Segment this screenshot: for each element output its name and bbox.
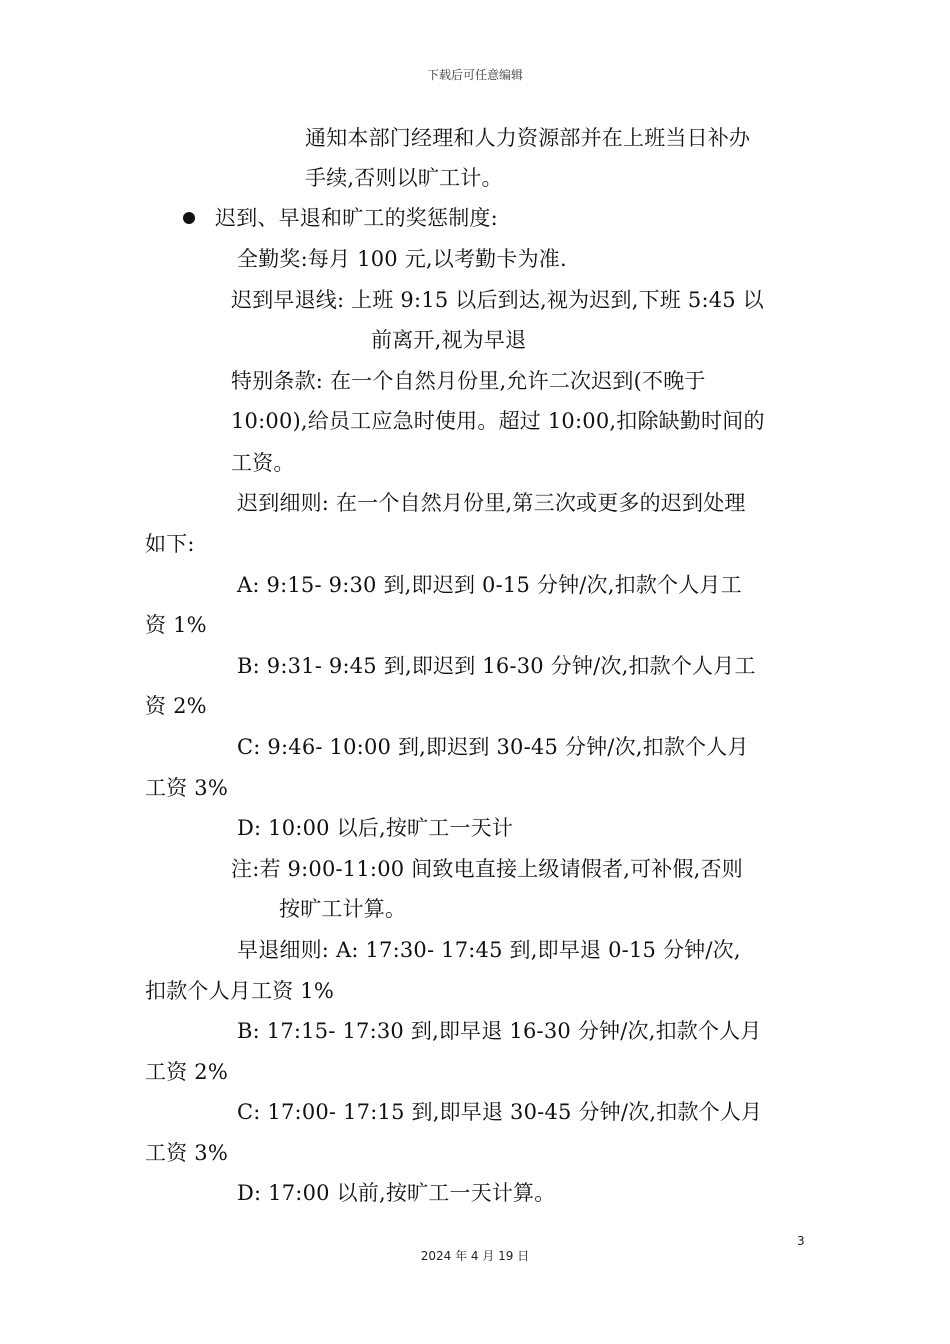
bullet-icon: [183, 212, 195, 224]
page-header: 下载后可任意编辑: [426, 68, 523, 82]
text-line-7: 特别条款: 在一个自然月份里,允许二次迟到(不晚于: [231, 369, 706, 393]
section-heading: 迟到、早退和旷工的奖惩制度:: [215, 206, 498, 230]
text-line-10: 迟到细则: 在一个自然月份里,第三次或更多的迟到处理: [237, 491, 746, 515]
text-line-2: 手续,否则以旷工计。: [305, 166, 503, 190]
page-number: 3: [797, 1234, 805, 1248]
text-line-13: 资 1%: [145, 613, 207, 637]
text-line-14: B: 9:31- 9:45 到,即迟到 16-30 分钟/次,扣款个人月工: [237, 654, 756, 678]
text-line-17: 工资 3%: [145, 776, 228, 800]
text-line-5: 迟到早退线: 上班 9:15 以后到达,视为迟到,下班 5:45 以: [231, 288, 764, 312]
text-line-6: 前离开,视为早退: [371, 328, 527, 352]
text-line-25: C: 17:00- 17:15 到,即早退 30-45 分钟/次,扣款个人月: [237, 1100, 763, 1124]
text-line-20: 按旷工计算。: [279, 897, 407, 921]
text-line-4: 全勤奖:每月 100 元,以考勤卡为准.: [237, 247, 567, 271]
text-line-22: 扣款个人月工资 1%: [145, 979, 334, 1003]
text-line-11: 如下:: [145, 532, 195, 556]
text-line-15: 资 2%: [145, 694, 207, 718]
text-line-19: 注:若 9:00-11:00 间致电直接上级请假者,可补假,否则: [231, 857, 743, 881]
text-line-12: A: 9:15- 9:30 到,即迟到 0-15 分钟/次,扣款个人月工: [237, 573, 742, 597]
text-line-9: 工资。: [231, 451, 295, 475]
text-line-1: 通知本部门经理和人力资源部并在上班当日补办: [305, 126, 751, 150]
footer-date: 2024 年 4 月 19 日: [420, 1249, 530, 1263]
text-line-24: 工资 2%: [145, 1060, 228, 1084]
text-line-23: B: 17:15- 17:30 到,即早退 16-30 分钟/次,扣款个人月: [237, 1019, 762, 1043]
text-line-8: 10:00),给员工应急时使用。超过 10:00,扣除缺勤时间的: [231, 409, 765, 433]
text-line-27: D: 17:00 以前,按旷工一天计算。: [237, 1181, 556, 1205]
text-line-26: 工资 3%: [145, 1141, 228, 1165]
text-line-16: C: 9:46- 10:00 到,即迟到 30-45 分钟/次,扣款个人月: [237, 735, 749, 759]
text-line-18: D: 10:00 以后,按旷工一天计: [237, 816, 514, 840]
text-line-21: 早退细则: A: 17:30- 17:45 到,即早退 0-15 分钟/次,: [237, 938, 741, 962]
